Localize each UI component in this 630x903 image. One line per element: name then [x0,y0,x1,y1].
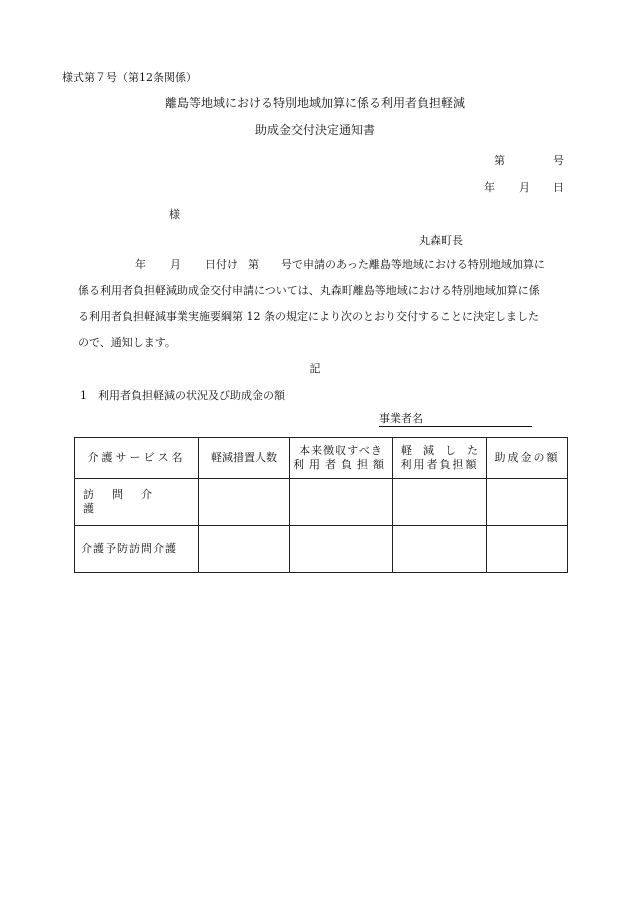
table-header-row [75,438,568,479]
body-year: 年 [135,258,146,271]
cell-original-burden [290,479,393,526]
doc-number-suffix: 号 [553,154,564,167]
recipient-suffix: 様 [169,208,180,221]
table-row [75,479,568,526]
cell-reduction-count [199,479,290,526]
body-month: 月 [170,258,181,271]
header-reduction-count: 軽減措置人数 [199,438,290,479]
header-subsidy-amount: 助成金の額 [487,438,568,479]
sender-name: 丸森町長 [419,234,463,247]
body-number-label: 第 [248,258,259,271]
body-line-1 [78,258,545,272]
section-heading-1: 1 利用者負担軽減の状況及び助成金の額 [80,389,285,402]
form-label: 様式第７号（第12条関係） [62,71,197,84]
row-service-name: 介護予防訪問介護 [75,526,199,573]
body-line-3: る利用者負担軽減事業実施要綱第 12 条の規定により次のとおり交付することに決定しました [78,310,539,323]
date-day-label: 日 [553,181,564,194]
cell-reduced-burden [393,526,487,573]
provider-label: 事業者名 [379,412,423,425]
header-service-name: 介護サービス名 [75,438,199,479]
date-month-label: 月 [519,181,530,194]
document-title-line2: 助成金交付決定通知書 [254,123,375,137]
cell-original-burden [290,526,393,573]
header-reduced-burden: 軽 減 し た 利用者負担額 [393,438,487,479]
body-date-attached: 日付け [205,258,238,271]
header-original-burden: 本来徴収すべき 利用者負担額 [290,438,393,479]
date-year-label: 年 [484,181,495,194]
provider-name-field [379,412,532,427]
ki-mark: 記 [309,362,321,375]
subsidy-table [74,437,568,573]
document-title-line1: 離島等地域における特別地域加算に係る利用者負担軽減 [164,96,465,110]
doc-number-label: 第 [494,154,505,167]
cell-reduction-count [199,526,290,573]
cell-subsidy-amount [487,479,568,526]
cell-reduced-burden [393,479,487,526]
body-line-4: ので、通知します。 [78,336,176,349]
body-line-2: 係る利用者負担軽減助成金交付申請については、丸森町離島等地域における特別地域加算に係 [78,284,540,297]
row-service-name: 訪問介護 [75,479,199,526]
cell-subsidy-amount [487,526,568,573]
table-row [75,526,568,573]
body-line-1-rest: 号で申請のあった離島等地域における特別地域加算に [281,258,545,271]
